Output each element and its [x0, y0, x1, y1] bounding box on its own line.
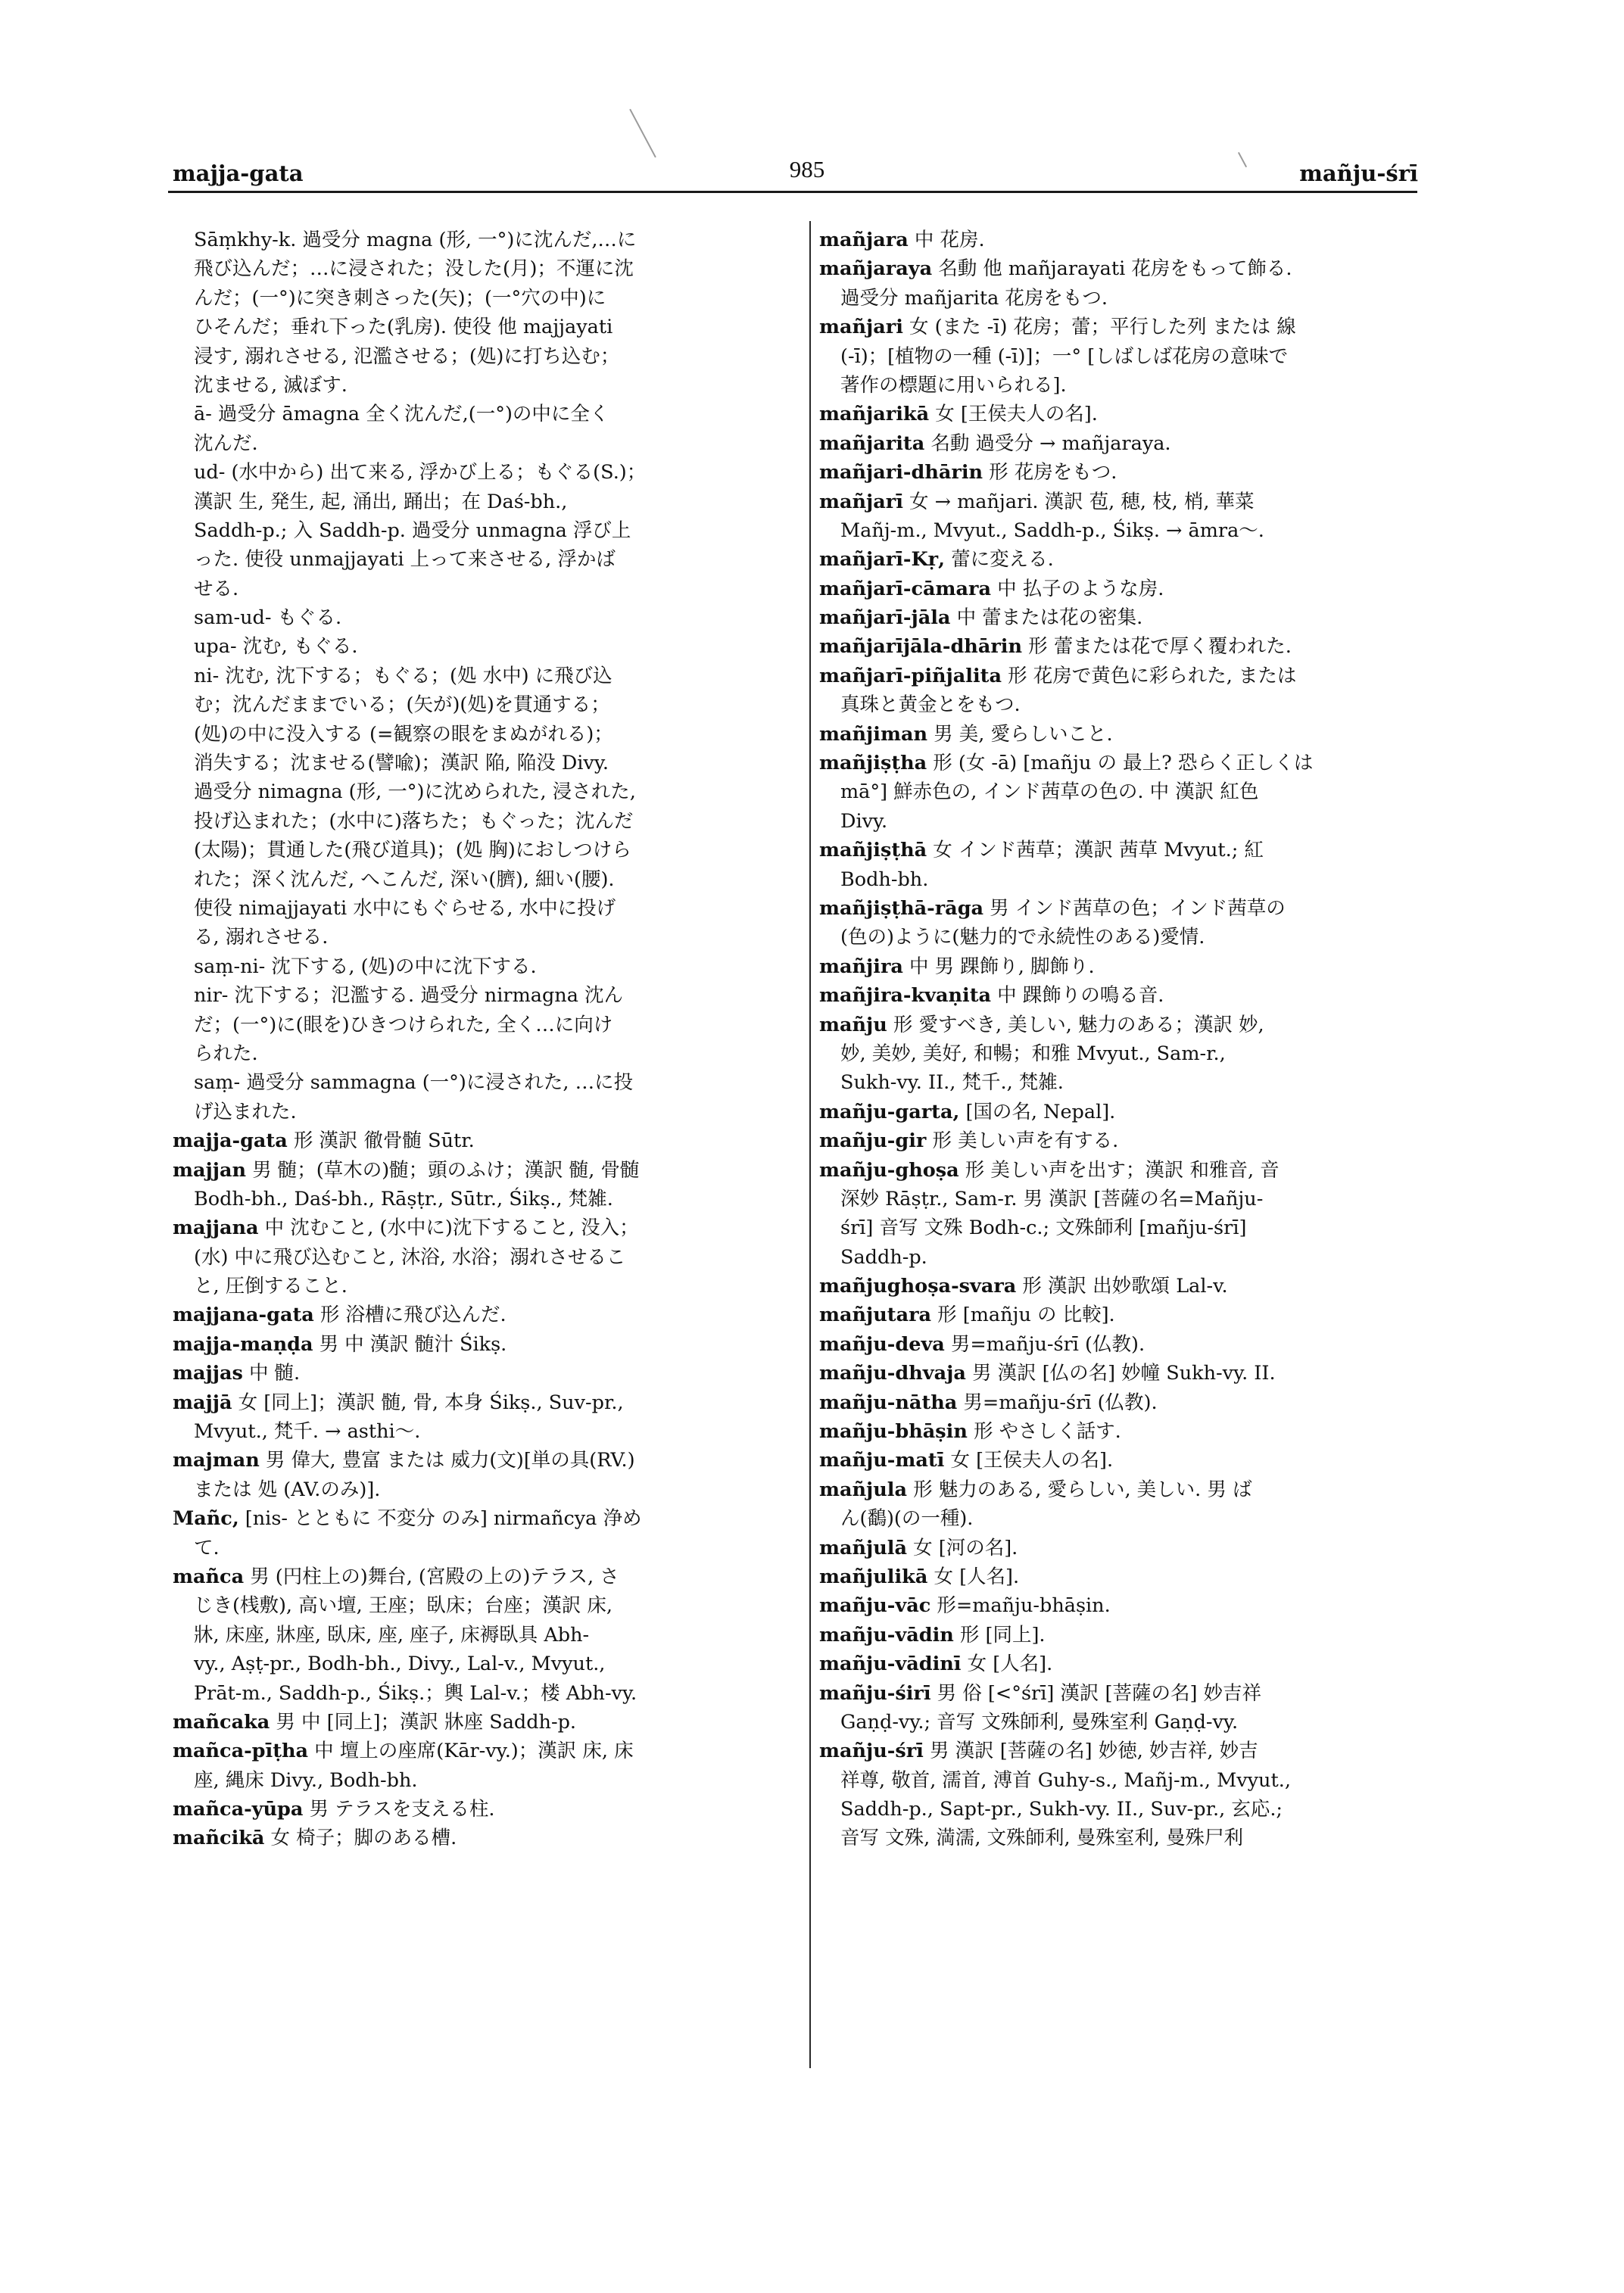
entry-text: 形 魅力のある, 愛らしい, 美しい. 男 ば	[907, 1478, 1252, 1501]
entry-text: 消失する；沈ませる(譬喩)；漢訳 陥, 陥没 Divy.	[194, 752, 609, 775]
entry-continuation-line	[173, 632, 793, 661]
entry-text: upa- 沈む, もぐる.	[194, 635, 358, 659]
entry-text: む；沈んだままでいる；(矢が)(処)を貫通する；	[194, 693, 610, 717]
entry-text: 形 漢訳 徹骨髄 Sūtr.	[287, 1129, 475, 1153]
entry-text: 座, 縄床 Divy., Bodh-bh.	[194, 1768, 418, 1792]
entry-text: 名動 過受分 → mañjaraya.	[924, 431, 1171, 455]
entry-text: ud- (水中から) 出て来る, 浮かび上る；もぐる(S.)；	[194, 461, 647, 484]
entry-line	[819, 429, 1425, 458]
entry-text: 男=mañju-śrī (仏教).	[957, 1391, 1158, 1414]
entry-text: 形 [同上].	[953, 1623, 1046, 1647]
headword: majjā	[173, 1391, 232, 1414]
entry-continuation-line	[173, 923, 793, 952]
headword: mañjara	[819, 229, 909, 251]
entry-continuation-line	[173, 1011, 793, 1039]
entry-text: 形 美しい声を有する.	[926, 1129, 1119, 1153]
entry-text: 女 [人名].	[927, 1565, 1020, 1588]
entry-text: られた.	[194, 1042, 258, 1065]
entry-text: Sukh-vy. II., 梵千., 梵雑.	[840, 1071, 1064, 1095]
entry-line	[819, 1098, 1425, 1126]
entry-text: 女 [同上]；漢訳 髄, 骨, 本身 Śikṣ., Suv-pr.,	[232, 1391, 624, 1414]
headword: mañju-gir	[819, 1129, 927, 1153]
entry-text: と, 圧倒すること.	[194, 1275, 348, 1298]
entry-text: 音写 文殊, 満濡, 文殊師利, 曼殊室利, 曼殊尸利	[840, 1827, 1243, 1850]
entry-continuation-line	[819, 342, 1425, 371]
headword: mañjiman	[819, 722, 928, 746]
entry-line	[819, 1534, 1425, 1562]
entry-text: 形=mañju-bhāṣin.	[930, 1594, 1111, 1618]
entry-line	[173, 1359, 793, 1388]
entry-text: 牀, 床座, 牀座, 臥床, 座, 座子, 床褥臥具 Abh-	[194, 1623, 590, 1647]
entry-continuation-line	[819, 690, 1425, 719]
headword: mañju-matī	[819, 1449, 945, 1472]
entry-continuation-line	[173, 284, 793, 313]
entry-text: 形 やさしく話す.	[967, 1420, 1121, 1444]
entry-continuation-line	[819, 1243, 1425, 1272]
entry-continuation-line	[173, 1272, 793, 1301]
entry-text: 形 蕾または花で厚く覆われた.	[1022, 635, 1292, 659]
headword: mañjarī-jāla	[819, 606, 951, 630]
headword: mañju-vādin	[819, 1623, 954, 1647]
entry-text: saṃ-ni- 沈下する, (処)の中に沈下する.	[194, 955, 537, 978]
running-head-left: majja-gata	[173, 160, 304, 186]
entry-text: 過受分 nimagna (形, 一°)に沈められた, 浸された,	[194, 780, 636, 804]
entry-text: 祥尊, 敬首, 濡首, 溥首 Guhy-s., Mañj-m., Mvyut.,	[840, 1768, 1291, 1792]
entry-text: [国の名, Nepal].	[959, 1100, 1116, 1123]
headword: mañjari-dhārin	[819, 461, 983, 484]
entry-continuation-line	[819, 777, 1425, 806]
entry-text: 使役 nimajjayati 水中にもぐらせる, 水中に投げ	[194, 896, 616, 920]
entry-line	[173, 1213, 793, 1242]
entry-line	[819, 836, 1425, 865]
entry-text: 形 漢訳 出妙歌頌 Lal-v.	[1016, 1275, 1228, 1298]
entry-text: だ；(一°)に(眼を)ひきつけられた, 全く…に向け	[194, 1013, 613, 1036]
entry-text: 男=mañju-śrī (仏教).	[944, 1332, 1146, 1356]
entry-text: 形 花房をもつ.	[983, 461, 1117, 484]
headword: majja-gata	[173, 1129, 288, 1153]
entry-text: Bodh-bh.	[840, 868, 929, 891]
entry-continuation-line	[173, 1098, 793, 1126]
entry-continuation-line	[173, 313, 793, 341]
entry-text: (処)の中に没入する (=観察の眼をまぬがれる)；	[194, 722, 613, 746]
entry-continuation-line	[173, 981, 793, 1010]
entry-text: [nis- とともに 不変分 のみ] nirmañcya 浄め	[238, 1507, 642, 1531]
entry-text: 中 髄.	[242, 1362, 301, 1385]
left-column	[173, 226, 793, 1853]
entry-text: (太陽)；貫通した(飛び道具)；(処 胸)におしつけら	[194, 839, 631, 862]
entry-text: 女 [王侯夫人の名].	[929, 403, 1098, 426]
entry-line	[173, 1388, 793, 1417]
entry-text: (-ī)；[植物の一種 (-ī)]；一° [しばしば花房の意味で	[840, 344, 1289, 368]
headword: majjas	[173, 1362, 243, 1385]
headword: mañju-nātha	[819, 1391, 958, 1414]
entry-text: 男 俗 [<°śrī] 漢訳 [菩薩の名] 妙吉祥	[930, 1681, 1262, 1705]
entry-text: る, 溺れさせる.	[194, 926, 329, 949]
entry-text: ん(鷭)(の一種).	[840, 1507, 974, 1531]
entry-continuation-line	[173, 720, 793, 749]
entry-text: じき(桟敷), 高い壇, 王座；臥床；台座；漢訳 床,	[194, 1594, 613, 1618]
entry-text: または 処 (AV.のみ)].	[194, 1478, 381, 1501]
entry-text: 形 [mañju の 比較].	[931, 1304, 1115, 1327]
headword: mañju-ghoṣa	[819, 1158, 959, 1182]
entry-continuation-line	[819, 1766, 1425, 1795]
entry-text: sam-ud- もぐる.	[194, 606, 342, 630]
entry-line	[819, 1679, 1425, 1708]
entry-text: vy., Aṣṭ-pr., Bodh-bh., Divy., Lal-v., Mvyut.,	[194, 1653, 606, 1676]
entry-line	[819, 749, 1425, 777]
entry-text: 漢訳 生, 発生, 起, 涌出, 踊出；在 Daś-bh.,	[194, 490, 568, 513]
entry-text: Divy.	[840, 809, 888, 833]
entry-line	[819, 1446, 1425, 1475]
headword: Mañc,	[173, 1507, 239, 1531]
headword: mañjula	[819, 1478, 908, 1501]
entry-text: せる.	[194, 577, 239, 600]
entry-line	[819, 488, 1425, 516]
entry-text: Sāṃkhy-k. 過受分 magna (形, 一°)に沈んだ,…に	[194, 229, 637, 251]
entry-continuation-line	[173, 894, 793, 923]
entry-line	[819, 603, 1425, 632]
entry-continuation-line	[819, 284, 1425, 313]
entry-continuation-line	[173, 1591, 793, 1620]
entry-continuation-line	[173, 1039, 793, 1068]
entry-text: 男 漢訳 [仏の名] 妙幢 Sukh-vy. II.	[965, 1362, 1276, 1385]
entry-continuation-line	[173, 458, 793, 487]
entry-line	[173, 1156, 793, 1185]
entry-continuation-line	[173, 254, 793, 283]
headword: majjana-gata	[173, 1304, 314, 1327]
entry-text: 女 [人名].	[961, 1653, 1053, 1676]
headword: mañjarī-cāmara	[819, 577, 992, 600]
headword: mañjarī	[819, 490, 903, 513]
entry-text: 浸す, 溺れさせる, 氾濫させる；(処)に打ち込む；	[194, 344, 620, 368]
headword: mañju-deva	[819, 1332, 945, 1356]
entry-continuation-line	[173, 516, 793, 545]
headword: mañju	[819, 1013, 887, 1036]
entry-text: 沈んだ.	[194, 431, 258, 455]
entry-text: 形 美しい声を出す；漢訳 和雅音, 音	[959, 1158, 1280, 1182]
entry-continuation-line	[819, 1504, 1425, 1533]
entry-continuation-line	[173, 488, 793, 516]
entry-text: 中 沈むこと, (水中に)沈下すること, 没入；	[258, 1217, 639, 1240]
headword: mañjarī-piñjalita	[819, 664, 1002, 687]
entry-text: nir- 沈下する；氾濫する. 過受分 nirmagna 沈ん	[194, 984, 624, 1008]
stray-pen-mark	[629, 109, 656, 158]
entry-line	[819, 952, 1425, 981]
headword: mañjulā	[819, 1536, 908, 1559]
entry-continuation-line	[173, 1621, 793, 1650]
entry-text: 男 偉大, 豊富 または 威力(文)[単の具(RV.)	[259, 1449, 635, 1472]
entry-text: 中 蕾または花の密集.	[950, 606, 1143, 630]
entry-text: 名動 他 mañjarayati 花房をもって飾る.	[932, 257, 1292, 281]
entry-text: 男 中 漢訳 髄汁 Śikṣ.	[313, 1332, 507, 1356]
entry-line	[173, 1737, 793, 1765]
entry-line	[819, 1591, 1425, 1620]
column-divider	[809, 221, 811, 2068]
entry-line	[819, 313, 1425, 341]
entry-continuation-line	[173, 749, 793, 777]
headword: mañju-dhvaja	[819, 1362, 966, 1385]
entry-text: 沈ませる, 滅ぼす.	[194, 373, 348, 397]
entry-text: 女 [河の名].	[907, 1536, 1018, 1559]
entry-continuation-line	[173, 1185, 793, 1213]
entry-continuation-line	[173, 1417, 793, 1446]
entry-text: 著作の標題に用いられる].	[840, 373, 1067, 397]
entry-continuation-line	[173, 1534, 793, 1562]
entry-text: 女 インド茜草；漢訳 茜草 Mvyut.; 紅	[927, 839, 1264, 862]
headword: mañjarījāla-dhārin	[819, 635, 1023, 659]
headword: mañjutara	[819, 1304, 932, 1327]
entry-continuation-line	[173, 777, 793, 806]
entry-continuation-line	[173, 807, 793, 836]
entry-text: Mañj-m., Mvyut., Saddh-p., Śikṣ. → āmra～.	[840, 519, 1264, 542]
headword: mañju-śirī	[819, 1681, 931, 1705]
headword: majman	[173, 1449, 260, 1472]
entry-text: Bodh-bh., Daś-bh., Rāṣṭr., Sūtr., Śikṣ., 梵雑.	[194, 1187, 613, 1210]
entry-text: 女 [王侯夫人の名].	[944, 1449, 1114, 1472]
entry-line	[819, 632, 1425, 661]
entry-text: 形 (女 -ā) [mañju の 最上? 恐らく正しくは	[927, 752, 1314, 775]
entry-text: śrī] 音写 文殊 Bodh-c.; 文殊師利 [mañju-śrī]	[840, 1217, 1247, 1240]
headword: mañca-yūpa	[173, 1798, 304, 1821]
entry-line	[819, 254, 1425, 283]
entry-line	[819, 1417, 1425, 1446]
entry-text: (色の)ように(魅力的で永続性のある)愛情.	[840, 926, 1205, 949]
entry-line	[819, 1011, 1425, 1039]
entry-text: 深妙 Rāṣṭr., Sam-r. 男 漢訳 [菩薩の名=Mañju-	[840, 1187, 1264, 1210]
entry-continuation-line	[173, 662, 793, 690]
entry-continuation-line	[819, 1039, 1425, 1068]
right-column	[819, 226, 1425, 1853]
entry-text: 男 髄；(草木の)髄；頭のふけ；漢訳 髄, 骨髄	[246, 1158, 640, 1182]
entry-continuation-line	[819, 865, 1425, 894]
entry-text: 中 払子のような房.	[991, 577, 1164, 600]
page-number: 985	[789, 156, 825, 182]
entry-continuation-line	[819, 923, 1425, 952]
entry-continuation-line	[173, 952, 793, 981]
entry-text: った. 使役 unmajjayati 上って来させる, 浮かば	[194, 548, 616, 572]
headword: mañju-vāc	[819, 1594, 931, 1618]
entry-line	[819, 1388, 1425, 1417]
entry-text: Prāt-m., Saddh-p., Śikṣ.；輿 Lal-v.；楼 Abh-vy.	[194, 1681, 637, 1705]
entry-text: ひそんだ；垂れ下った(乳房). 使役 他 majjayati	[194, 316, 613, 339]
entry-text: Mvyut., 梵千. → asthi～.	[194, 1420, 421, 1444]
entry-text: 男 インド茜草の色；インド茜草の	[983, 896, 1286, 920]
entry-text: 男 漢訳 [菩薩の名] 妙徳, 妙吉祥, 妙吉	[923, 1740, 1258, 1763]
entry-text: mā°] 鮮赤色の, インド茜草の色の. 中 漢訳 紅色	[840, 780, 1259, 804]
entry-line	[173, 1330, 793, 1359]
entry-text: 中 花房.	[908, 229, 985, 251]
entry-text: 形 花房で黄色に彩られた, または	[1001, 664, 1297, 687]
entry-text: て.	[194, 1536, 220, 1559]
entry-continuation-line	[173, 429, 793, 458]
entry-text: げ込まれた.	[194, 1100, 297, 1123]
headword: mañju-śrī	[819, 1740, 924, 1763]
entry-text: 中 踝飾りの鳴る音.	[991, 984, 1164, 1008]
entry-line	[819, 1126, 1425, 1155]
entry-continuation-line	[173, 1068, 793, 1097]
headword: mañjarī-Kṛ,	[819, 548, 945, 572]
entry-continuation-line	[173, 1243, 793, 1272]
entry-text: 真珠と黄金とをもつ.	[840, 693, 1021, 717]
entry-text: 女 (また -ī) 花房；蕾；平行した列 または 線	[902, 316, 1296, 339]
entry-text: 過受分 mañjarita 花房をもつ.	[840, 286, 1108, 310]
entry-line	[819, 720, 1425, 749]
headword: mañjiṣṭha	[819, 752, 927, 775]
entry-text: saṃ- 過受分 sammagna (一°)に浸された, …に投	[194, 1071, 634, 1095]
entry-text: Saddh-p.	[840, 1245, 927, 1269]
entry-line	[819, 1156, 1425, 1185]
entry-line	[819, 662, 1425, 690]
entry-text: 妙, 美妙, 美好, 和暢；和雅 Mvyut., Sam-r.,	[840, 1042, 1226, 1065]
headword: mañjarita	[819, 431, 925, 455]
entry-text: れた；深く沈んだ, へこんだ, 深い(臍), 細い(腰).	[194, 868, 615, 891]
headword: mañjari	[819, 316, 903, 339]
entry-line	[819, 458, 1425, 487]
entry-line	[173, 1708, 793, 1737]
entry-continuation-line	[819, 1824, 1425, 1852]
headword: mañju-vādinī	[819, 1653, 962, 1676]
entry-text: Gaṇḍ-vy.; 音写 文殊師利, 曼殊室利 Gaṇḍ-vy.	[840, 1710, 1239, 1734]
headword: mañjiṣṭhā	[819, 839, 927, 862]
entry-line	[819, 1650, 1425, 1678]
entry-text: 中 壇上の座席(Kār-vy.)；漢訳 床, 床	[308, 1740, 634, 1763]
headword: mañjira-kvaṇita	[819, 984, 992, 1008]
headword: mañju-bhāṣin	[819, 1420, 968, 1444]
entry-text: ā- 過受分 āmagna 全く沈んだ,(一°)の中に全く	[194, 403, 609, 426]
entry-text: 女 → mañjari. 漢訳 苞, 穂, 枝, 梢, 華菜	[902, 490, 1255, 513]
entry-line	[819, 981, 1425, 1010]
entry-line	[173, 1504, 793, 1533]
entry-text: ni- 沈む, 沈下する；もぐる；(処 水中) に飛び込	[194, 664, 613, 687]
entry-continuation-line	[173, 690, 793, 719]
entry-text: 蕾に変える.	[944, 548, 1054, 572]
entry-continuation-line	[173, 575, 793, 603]
headword: mañjiṣṭhā-rāga	[819, 896, 984, 920]
entry-line	[819, 1301, 1425, 1329]
entry-continuation-line	[173, 342, 793, 371]
headword: mañca	[173, 1565, 245, 1588]
entry-continuation-line	[173, 371, 793, 400]
entry-text: 男 (円柱上の)舞台, (宮殿の上の)テラス, さ	[244, 1565, 619, 1588]
entry-continuation-line	[819, 1708, 1425, 1737]
entry-continuation-line	[173, 545, 793, 574]
entry-text: 投げ込まれた；(水中に)落ちた；もぐった；沈んだ	[194, 809, 634, 833]
entry-text: 中 男 踝飾り, 脚飾り.	[902, 955, 1095, 978]
entry-continuation-line	[173, 1475, 793, 1504]
entry-text: 飛び込んだ；…に浸された；没した(月)；不運に沈	[194, 257, 634, 281]
entry-text: 形 愛すべき, 美しい, 魅力のある；漢訳 妙,	[887, 1013, 1264, 1036]
entry-text: んだ；(一°)に突き刺さった(矢)；(一°穴の中)に	[194, 286, 606, 310]
entry-line	[819, 1475, 1425, 1504]
headword: mañjughoṣa-svara	[819, 1275, 1017, 1298]
entry-continuation-line	[173, 1650, 793, 1678]
entry-continuation-line	[173, 1679, 793, 1708]
entry-line	[819, 1272, 1425, 1301]
running-head-right: mañju-śrī	[1299, 160, 1418, 186]
entry-line	[819, 1330, 1425, 1359]
entry-continuation-line	[173, 836, 793, 865]
entry-line	[819, 400, 1425, 428]
entry-continuation-line	[173, 400, 793, 428]
headword: mañjaraya	[819, 257, 933, 281]
entry-line	[819, 226, 1425, 254]
stray-pen-mark	[1238, 152, 1247, 167]
headword: mañcaka	[173, 1710, 270, 1734]
entry-line	[173, 1795, 793, 1824]
headword: mañjulikā	[819, 1565, 928, 1588]
entry-line	[819, 1562, 1425, 1591]
headword: majjana	[173, 1217, 259, 1240]
headword: mañjira	[819, 955, 903, 978]
entry-text: 形 浴槽に飛び込んだ.	[313, 1304, 507, 1327]
entry-continuation-line	[173, 603, 793, 632]
entry-continuation-line	[819, 516, 1425, 545]
entry-line	[173, 1446, 793, 1475]
entry-text: 男 美, 愛らしいこと.	[927, 722, 1113, 746]
entry-text: 男 中 [同上]；漢訳 牀座 Saddh-p.	[270, 1710, 577, 1734]
entry-continuation-line	[819, 807, 1425, 836]
entry-continuation-line	[173, 1766, 793, 1795]
entry-continuation-line	[819, 1068, 1425, 1097]
entry-continuation-line	[819, 1185, 1425, 1213]
entry-continuation-line	[173, 865, 793, 894]
entry-line	[819, 1621, 1425, 1650]
entry-text: 男 テラスを支える柱.	[303, 1798, 495, 1821]
entry-line	[819, 1359, 1425, 1388]
entry-line	[819, 894, 1425, 923]
entry-text: (水) 中に飛び込むこと, 沐浴, 水浴；溺れさせるこ	[194, 1245, 626, 1269]
entry-line	[173, 1824, 793, 1852]
headword: mañca-pīṭha	[173, 1740, 309, 1763]
entry-line	[819, 545, 1425, 574]
entry-line	[819, 575, 1425, 603]
entry-continuation-line	[173, 226, 793, 254]
entry-continuation-line	[819, 371, 1425, 400]
entry-line	[173, 1562, 793, 1591]
entry-line	[173, 1301, 793, 1329]
entry-text: 女 椅子；脚のある槽.	[264, 1827, 457, 1850]
headword: mañcikā	[173, 1827, 265, 1850]
headword: majjan	[173, 1158, 247, 1182]
headword: mañju-garta,	[819, 1100, 960, 1123]
entry-text: Saddh-p.; 入 Saddh-p. 過受分 unmagna 浮び上	[194, 519, 631, 542]
entry-line	[819, 1737, 1425, 1765]
headword: mañjarikā	[819, 403, 930, 426]
headword: majja-maṇḍa	[173, 1332, 313, 1356]
entry-text: Saddh-p., Sapt-pr., Sukh-vy. II., Suv-pr., 玄応.;	[840, 1798, 1283, 1821]
entry-continuation-line	[819, 1213, 1425, 1242]
entry-line	[173, 1126, 793, 1155]
header-rule	[168, 191, 1417, 193]
entry-continuation-line	[819, 1795, 1425, 1824]
